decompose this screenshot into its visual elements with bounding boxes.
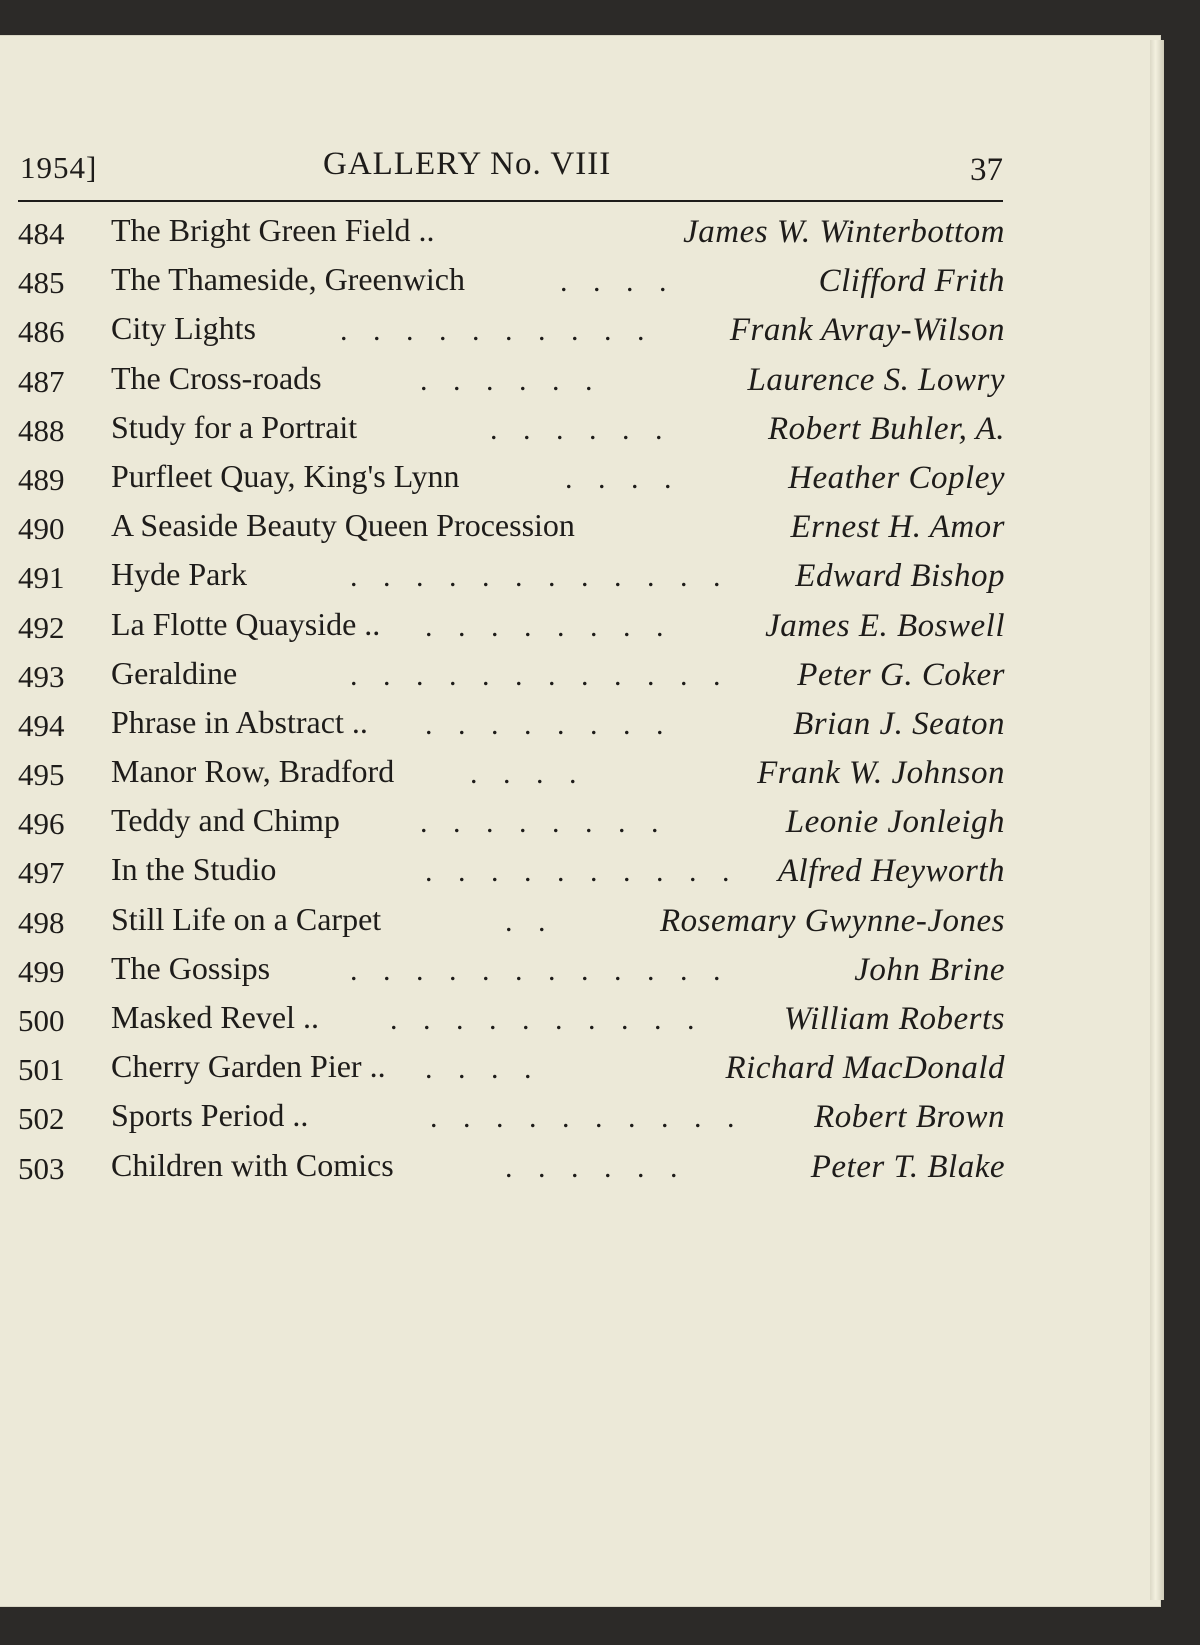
entry-artist: Heather Copley [788,459,1005,496]
entry-number: 487 [18,363,65,399]
dot-leader: . . . . [560,265,676,299]
entry-artist: Alfred Heyworth [777,853,1005,890]
running-header [18,146,1003,202]
entry-title: Manor Row, Bradford [111,753,395,790]
catalogue-entry [0,409,1020,458]
dot-leader: . . . . . . . . [420,806,668,840]
entry-number: 490 [18,511,65,547]
entry-artist: Robert Buhler, A. [767,410,1005,447]
catalogue-entry [0,310,1020,359]
entry-title: The Gossips [111,949,271,986]
entry-number: 494 [18,707,65,743]
entry-artist: Robert Brown [814,1099,1005,1136]
entry-number: 485 [18,265,65,301]
catalogue-entry [0,360,1020,409]
catalogue-entry [0,1097,1020,1146]
dot-leader: . . . . . . . . [425,707,673,741]
entry-artist: Richard MacDonald [725,1050,1005,1087]
entry-title: La Flotte Quayside .. [111,605,381,642]
entry-title: Hyde Park [111,556,247,593]
dot-leader: . . . . . . . . . . . . [350,560,730,594]
entry-artist: Leonie Jonleigh [785,804,1005,841]
entry-title: Children with Comics [111,1146,394,1183]
entry-number: 496 [18,806,65,842]
entry-title: Masked Revel .. [111,999,319,1035]
catalogue-list [0,212,1020,1196]
dot-leader: . . . . . . . . . . [430,1101,744,1135]
entry-artist: Frank Avray-Wilson [729,312,1005,349]
entry-artist: Peter T. Blake [810,1148,1005,1185]
entry-number: 499 [18,953,65,989]
entry-number: 493 [18,658,65,694]
entry-number: 486 [18,314,65,350]
entry-title: Study for a Portrait [111,408,358,445]
catalogue-entry [0,655,1020,704]
catalogue-entry [0,458,1020,507]
dot-leader: . . . . . . . . . . . . [350,953,730,987]
entry-title: Sports Period .. [111,1097,309,1134]
dot-leader: . . . . . . . . . . [340,314,654,348]
dot-leader: . . . . . . [490,412,672,446]
entry-number: 502 [18,1101,65,1137]
dot-leader: . . . . [470,757,586,791]
catalogue-entry [0,999,1020,1048]
entry-title: Still Life on a Carpet [111,900,382,937]
dot-leader: . . . . . . [420,363,602,397]
gallery-title: GALLERY No. VIII [323,146,612,182]
entry-title: In the Studio [111,851,277,888]
dot-leader: . . [505,904,555,938]
entry-title: The Bright Green Field .. [111,212,435,248]
catalogue-entry [0,851,1020,900]
catalogue-entry [0,950,1020,999]
entry-artist: John Brine [854,951,1005,988]
entry-number: 503 [18,1150,65,1186]
dot-leader: . . . . . . . . . . [390,1003,704,1036]
dot-leader: . . . . [565,461,681,495]
entry-artist: Ernest H. Amor [790,509,1005,546]
entry-title: A Seaside Beauty Queen Procession [111,507,575,544]
entry-artist: William Roberts [783,1001,1005,1037]
entry-artist: Frank W. Johnson [757,755,1005,792]
entry-number: 500 [18,1003,65,1038]
dot-leader: . . . . . . [505,1150,687,1184]
page-number: 37 [970,152,1003,188]
entry-title: Purfleet Quay, King's Lynn [111,457,460,494]
entry-number: 498 [18,904,65,940]
entry-number: 497 [18,855,65,891]
entry-title: Geraldine [111,654,238,691]
catalogue-entry [0,507,1020,556]
entry-artist: Laurence S. Lowry [747,361,1005,398]
dot-leader: . . . . [425,1052,541,1086]
entry-title: Phrase in Abstract .. [111,703,368,740]
entry-number: 488 [18,412,65,448]
dot-leader: . . . . . . . . . . . . [350,658,730,692]
dot-leader: . . . . . . . . . . [425,855,739,889]
entry-number: 484 [18,216,65,251]
entry-title: Teddy and Chimp [111,802,340,839]
catalogue-entry [0,901,1020,950]
entry-artist: Clifford Frith [818,263,1005,300]
catalogue-entry [0,606,1020,655]
entry-number: 495 [18,757,65,793]
entry-title: The Cross-roads [111,359,322,396]
catalogue-entry [0,261,1020,310]
entry-number: 489 [18,461,65,497]
entry-artist: James W. Winterbottom [683,214,1005,250]
entry-title: City Lights [111,310,256,347]
entry-artist: Rosemary Gwynne-Jones [660,902,1005,939]
entry-artist: Peter G. Coker [797,656,1005,693]
entry-number: 501 [18,1052,65,1088]
catalogue-entry [0,704,1020,753]
entry-artist: Brian J. Seaton [793,705,1005,742]
catalogue-entry [0,212,1020,261]
catalogue-entry [0,753,1020,802]
dot-leader: . . . . . . . . [425,609,673,643]
entry-number: 492 [18,609,65,645]
entry-title: The Thameside, Greenwich [111,261,465,298]
entry-number: 491 [18,560,65,596]
catalogue-entry [0,556,1020,605]
entry-artist: Edward Bishop [795,558,1005,595]
catalogue-entry [0,802,1020,851]
catalogue-entry [0,1147,1020,1196]
catalogue-entry [0,1048,1020,1097]
header-year: 1954] [20,150,98,185]
entry-artist: James E. Boswell [765,607,1005,644]
page-edge [1150,40,1164,1600]
entry-title: Cherry Garden Pier .. [111,1048,386,1085]
